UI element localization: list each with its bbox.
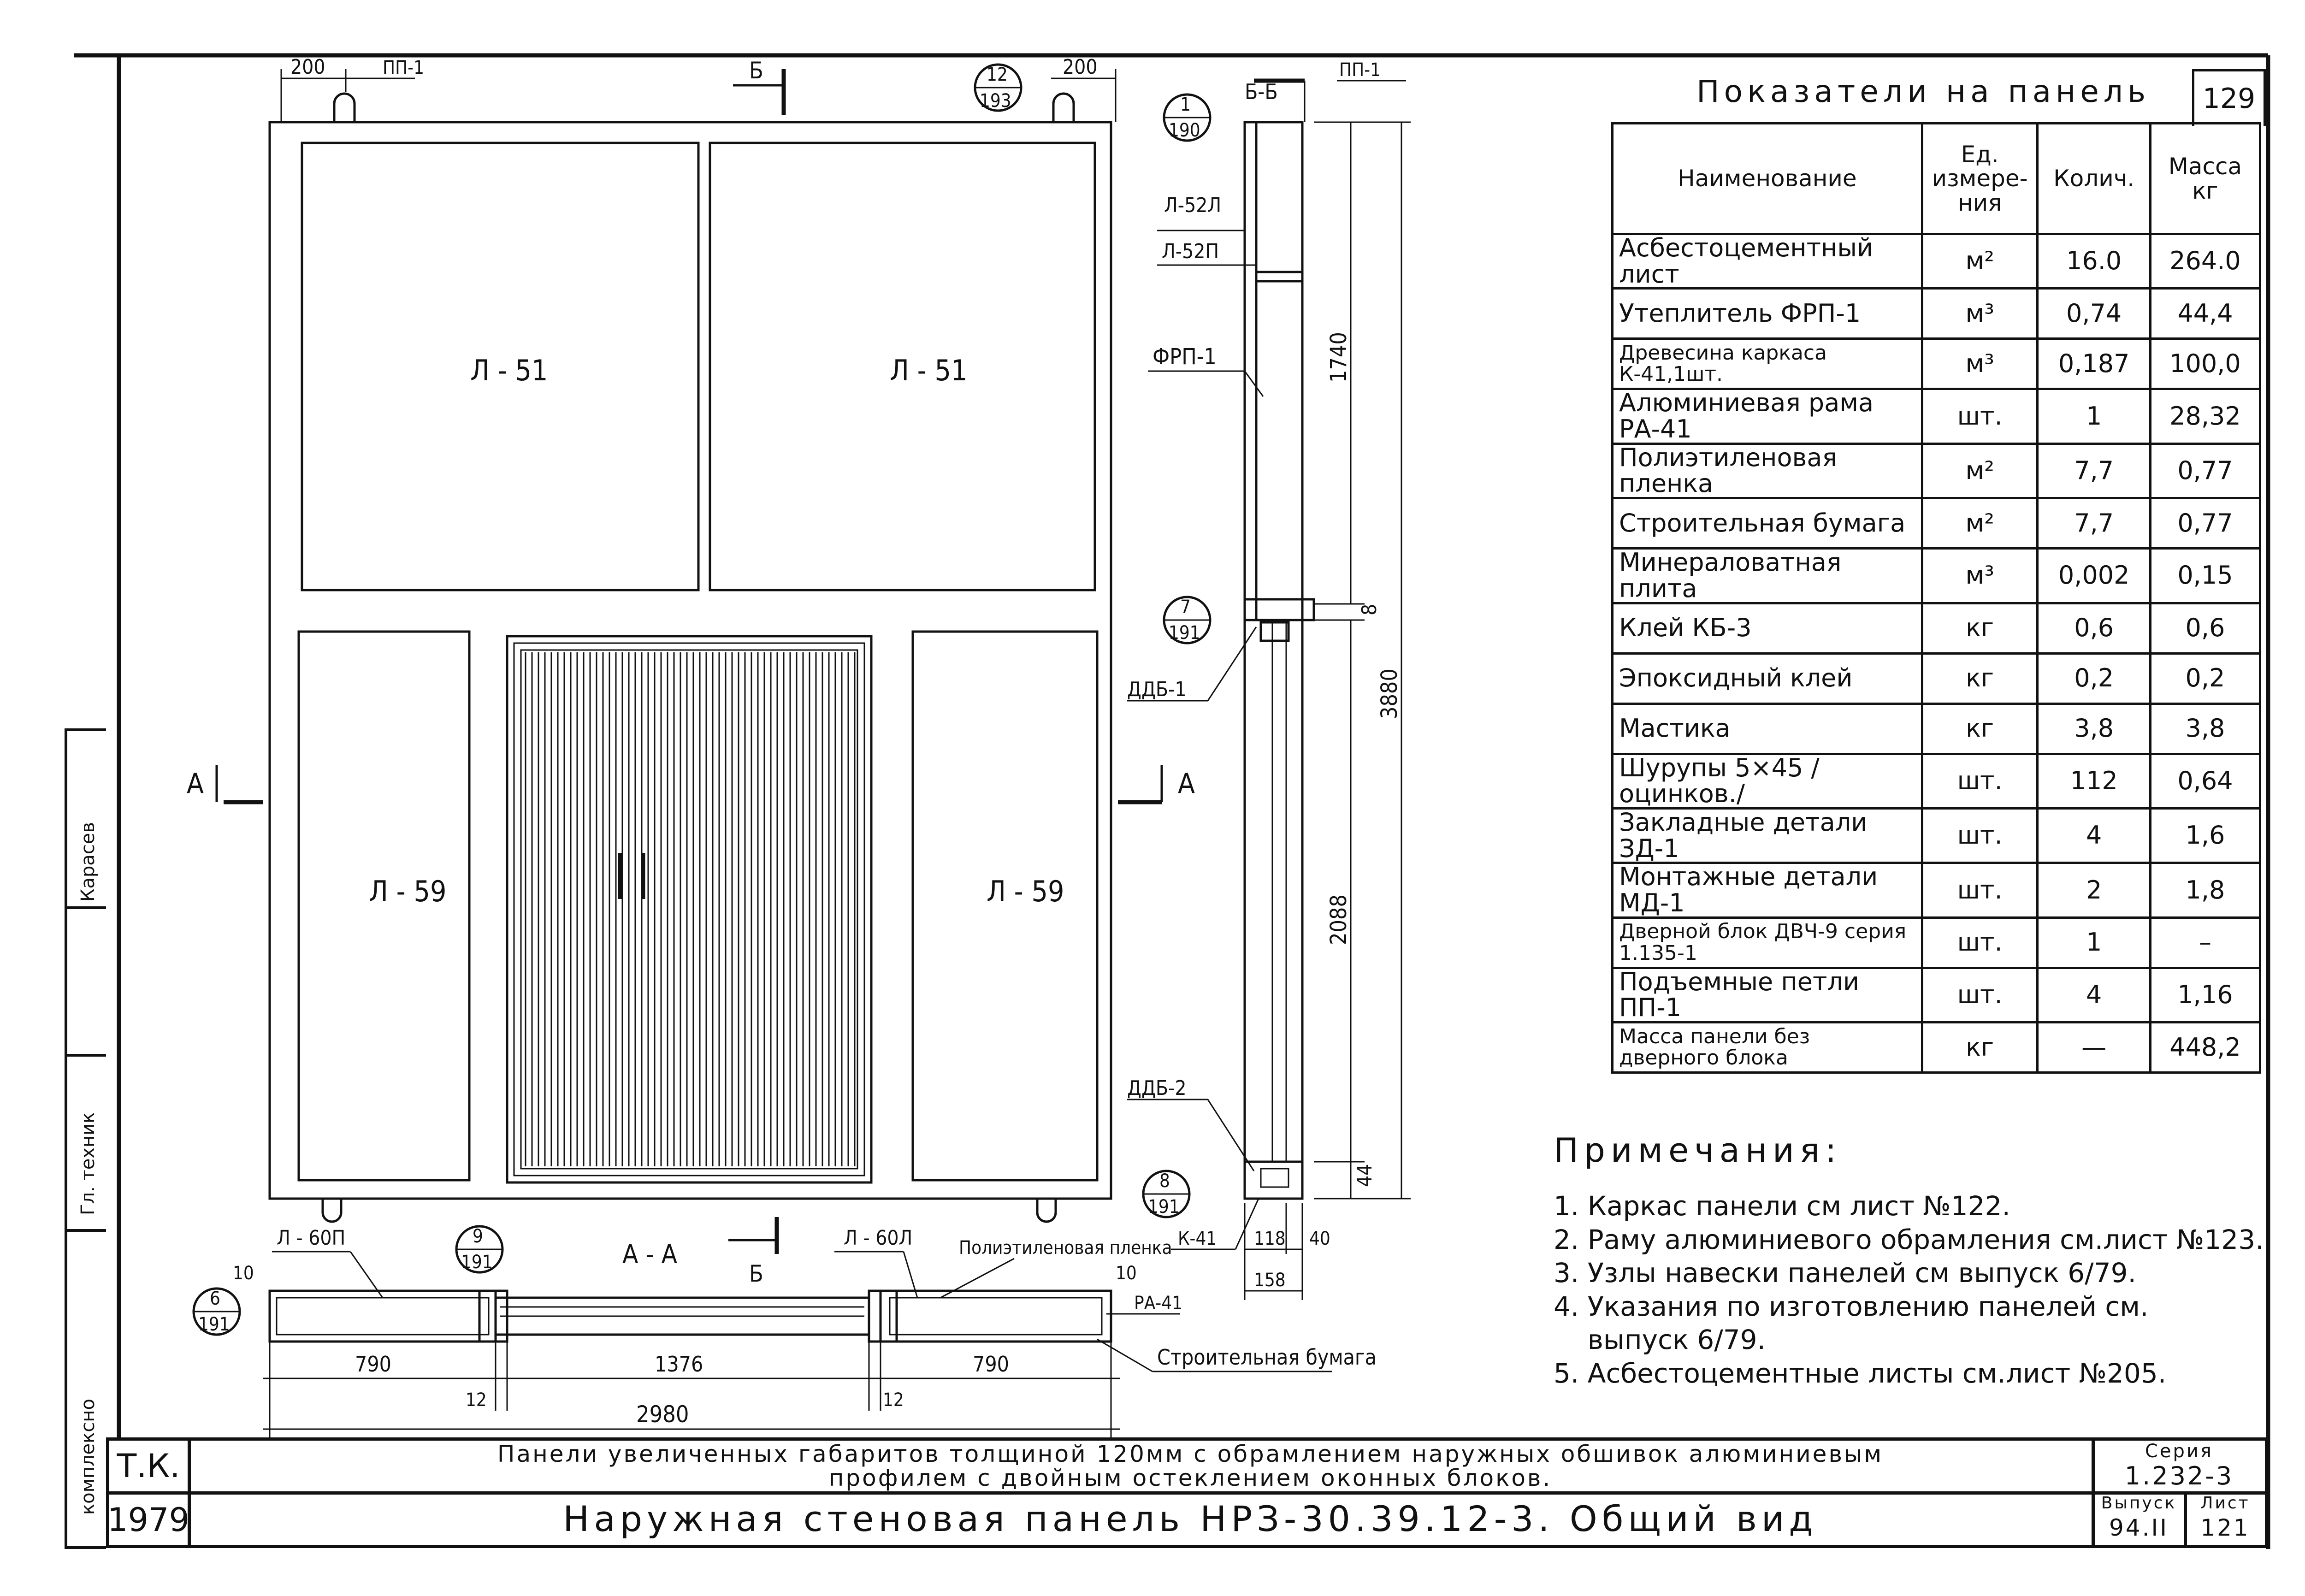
table-row <box>1613 603 2260 653</box>
cell-mass: 28,32 <box>2150 389 2260 443</box>
callout-6-num: 6 <box>210 1288 220 1309</box>
cell-mass: 0,64 <box>2150 754 2260 808</box>
cell-name: Мастика <box>1613 703 1922 754</box>
cell-qty: 0,74 <box>2038 289 2150 339</box>
note-4-cont: выпуск 6/79. <box>1554 1324 1766 1355</box>
cell-unit: м² <box>1922 234 2038 289</box>
plan-label-paper: Строительная бумага <box>1157 1345 1377 1370</box>
cell-name: Строительная бумага <box>1613 498 1922 549</box>
section-aa-title: А - А <box>622 1240 678 1270</box>
cell-qty: 4 <box>2038 968 2150 1022</box>
cell-qty: 0,002 <box>2038 549 2150 603</box>
table-row <box>1613 339 2260 389</box>
plan-label-ra41: РА-41 <box>1134 1293 1183 1314</box>
plan-dim-12-right: 12 <box>883 1389 904 1411</box>
cell-name: Древесина каркаса К-41,1шт. <box>1613 339 1922 389</box>
table-row <box>1613 703 2260 754</box>
table-row <box>1613 289 2260 339</box>
note-4: 4. Указания по изготовлению панелей см. <box>1554 1290 2149 1322</box>
cell-mass: 3,8 <box>2150 703 2260 754</box>
stamp-org: Т.К. <box>117 1447 180 1485</box>
cell-qty: 0,187 <box>2038 339 2150 389</box>
dim-200-left: 200 <box>290 55 325 79</box>
plan-dim-10-right: 10 <box>1116 1263 1137 1284</box>
stamp-issue: 94.II <box>2109 1514 2169 1541</box>
header-unit: Ед. измере-ния <box>1922 124 2038 234</box>
side-strip-techlead: Гл. техник <box>77 1112 99 1215</box>
cell-qty: 16.0 <box>2038 234 2150 289</box>
side-label-l52p: Л-52П <box>1162 240 1219 263</box>
section-mark-bb: Б-Б <box>1245 79 1278 104</box>
table-row <box>1613 968 2260 1022</box>
cell-mass: 100,0 <box>2150 339 2260 389</box>
cell-qty: 0,2 <box>2038 653 2150 703</box>
callout-1-den: 190 <box>1169 120 1200 141</box>
stamp-desc-1: Панели увеличенных габаритов толщиной 120мм с обрамлением наружных обшивок алюминиевым <box>497 1441 1884 1467</box>
side-label-ddb1: ДДБ-1 <box>1127 678 1187 701</box>
cell-mass: 1,6 <box>2150 808 2260 863</box>
plan-label-l60l: Л - 60Л <box>844 1226 913 1250</box>
callout-8-den: 191 <box>1148 1196 1180 1218</box>
loop-label-left: ПП-1 <box>383 57 425 78</box>
dim-200-right: 200 <box>1063 55 1098 79</box>
stamp-series: 1.232-3 <box>2124 1461 2234 1490</box>
cell-qty: 0,6 <box>2038 603 2150 653</box>
label-l51-right: Л - 51 <box>890 354 968 387</box>
cell-unit: кг <box>1922 603 2038 653</box>
cell-mass: 44,4 <box>2150 289 2260 339</box>
plan-dim-12-left: 12 <box>466 1389 487 1411</box>
cell-qty: 7,7 <box>2038 443 2150 498</box>
cell-unit: м³ <box>1922 289 2038 339</box>
side-label-l52l: Л-52Л <box>1164 194 1222 217</box>
section-mark-b-bottom: Б <box>749 1260 763 1287</box>
dim-158: 158 <box>1254 1270 1286 1291</box>
plan-label-l60p: Л - 60П <box>277 1226 346 1250</box>
note-2: 2. Раму алюминиевого обрамления см.лист №123. <box>1554 1224 2264 1255</box>
stamp-year: 1979 <box>107 1501 190 1539</box>
cell-unit: кг <box>1922 653 2038 703</box>
plan-dim-2980: 2980 <box>636 1401 689 1428</box>
cell-mass: – <box>2150 917 2260 968</box>
side-strip-carasev: Карасев <box>77 822 99 902</box>
dim-3880: 3880 <box>1377 668 1402 719</box>
cell-name: Утеплитель ФРП-1 <box>1613 289 1922 339</box>
cell-name: Эпоксидный клей <box>1613 653 1922 703</box>
cell-name: Масса панели без дверного блока <box>1613 1023 1922 1073</box>
cell-unit: м³ <box>1922 549 2038 603</box>
cell-unit: м² <box>1922 443 2038 498</box>
table-row <box>1613 808 2260 863</box>
plan-dim-790-left: 790 <box>355 1352 391 1377</box>
cell-name: Подъемные петли ПП-1 <box>1613 968 1922 1022</box>
side-label-ddb2: ДДБ-2 <box>1127 1076 1187 1100</box>
cell-mass: 0,77 <box>2150 443 2260 498</box>
section-mark-a-right: А <box>1178 768 1195 800</box>
header-qty: Колич. <box>2038 124 2150 234</box>
cell-unit: шт. <box>1922 968 2038 1022</box>
notes <box>1554 1129 2264 1390</box>
cell-mass: 0,77 <box>2150 498 2260 549</box>
dim-44: 44 <box>1353 1164 1377 1187</box>
dim-118: 118 <box>1254 1228 1286 1249</box>
cell-unit: кг <box>1922 703 2038 754</box>
cell-qty: 112 <box>2038 754 2150 808</box>
cell-qty: 1 <box>2038 389 2150 443</box>
table-sheet-number: 129 <box>2192 69 2266 126</box>
section-mark-a-left: А <box>187 768 204 800</box>
cell-qty: 4 <box>2038 808 2150 863</box>
plan-label-polyethylene: Полиэтиленовая пленка <box>959 1237 1172 1259</box>
dim-1740: 1740 <box>1326 332 1352 383</box>
cell-qty: 7,7 <box>2038 498 2150 549</box>
cell-name: Алюминиевая рама РА-41 <box>1613 389 1922 443</box>
indicators-table <box>1611 122 2261 1074</box>
cell-name: Шурупы 5×45 /оцинков./ <box>1613 754 1922 808</box>
dim-2088: 2088 <box>1326 894 1352 945</box>
side-label-k41: К-41 <box>1178 1228 1217 1249</box>
plan-dim-10-left: 10 <box>233 1263 254 1284</box>
callout-1-num: 1 <box>1180 94 1191 115</box>
callout-12-num: 12 <box>987 64 1008 85</box>
cell-mass: 448,2 <box>2150 1023 2260 1073</box>
cell-mass: 0,2 <box>2150 653 2260 703</box>
table-title: Показатели на панель <box>1696 74 2150 109</box>
callout-7-den: 191 <box>1169 622 1200 644</box>
stamp-title: Наружная стеновая панель НРЗ-30.39.12-3. Общий вид <box>563 1498 1818 1539</box>
note-5: 5. Асбестоцементные листы см.лист №205. <box>1554 1357 2167 1389</box>
table-row <box>1613 754 2260 808</box>
cell-name: Клей КБ-3 <box>1613 603 1922 653</box>
plan-dim-790-right: 790 <box>973 1352 1009 1377</box>
cell-unit: шт. <box>1922 917 2038 968</box>
header-mass: Масса кг <box>2150 124 2260 234</box>
cell-qty: 2 <box>2038 863 2150 917</box>
plan-dim-1376: 1376 <box>655 1352 703 1377</box>
cell-unit: шт. <box>1922 863 2038 917</box>
cell-name: Асбестоцементный лист <box>1613 234 1922 289</box>
cell-name: Монтажные детали МД-1 <box>1613 863 1922 917</box>
cell-name: Закладные детали ЗД-1 <box>1613 808 1922 863</box>
cell-unit: шт. <box>1922 808 2038 863</box>
cell-unit: шт. <box>1922 389 2038 443</box>
table-row <box>1613 1023 2260 1073</box>
label-l59-right: Л - 59 <box>987 875 1064 908</box>
callout-7-num: 7 <box>1180 597 1191 618</box>
table-header-row <box>1613 124 2260 234</box>
cell-mass: 264.0 <box>2150 234 2260 289</box>
table-row <box>1613 389 2260 443</box>
dim-8: 8 <box>1358 603 1381 615</box>
table-row <box>1613 443 2260 498</box>
stamp-series-label: Серия <box>2145 1441 2213 1462</box>
cell-qty: 3,8 <box>2038 703 2150 754</box>
section-bb <box>1245 122 1314 1199</box>
callout-9-den: 191 <box>461 1252 493 1273</box>
panel-outline <box>270 122 1111 1199</box>
section-aa <box>270 1291 1111 1342</box>
cell-mass: 0,15 <box>2150 549 2260 603</box>
side-label-pp1: ПП-1 <box>1339 59 1381 81</box>
side-strip-complex: комплексно <box>77 1399 99 1515</box>
cell-unit: м² <box>1922 498 2038 549</box>
cell-name: Полиэтиленовая пленка <box>1613 443 1922 498</box>
side-label-frp1: ФРП-1 <box>1152 344 1217 370</box>
table-row <box>1613 653 2260 703</box>
stamp-sheet-label: Лист <box>2200 1494 2250 1513</box>
title-block <box>106 1437 2268 1548</box>
cell-unit: м³ <box>1922 339 2038 389</box>
table-row <box>1613 863 2260 917</box>
cell-unit: кг <box>1922 1023 2038 1073</box>
notes-title: Примечания: <box>1554 1131 1842 1170</box>
cell-unit: шт. <box>1922 754 2038 808</box>
label-l59-left: Л - 59 <box>369 875 447 908</box>
stamp-issue-label: Выпуск <box>2101 1494 2177 1513</box>
stamp-desc-2: профилем с двойным остеклением оконных блоков. <box>828 1465 1552 1491</box>
table-row <box>1613 549 2260 603</box>
callout-9-num: 9 <box>473 1226 483 1247</box>
note-3: 3. Узлы навески панелей см выпуск 6/79. <box>1554 1257 2136 1289</box>
door-block <box>507 636 871 1182</box>
cell-mass: 0,6 <box>2150 603 2260 653</box>
callout-12-den: 193 <box>980 90 1011 112</box>
table-row <box>1613 917 2260 968</box>
header-name: Наименование <box>1613 124 1922 234</box>
stamp-sheet: 121 <box>2200 1514 2250 1541</box>
cell-qty: — <box>2038 1023 2150 1073</box>
cell-mass: 1,16 <box>2150 968 2260 1022</box>
label-l51-left: Л - 51 <box>470 354 548 387</box>
cell-name: Минераловатная плита <box>1613 549 1922 603</box>
note-1: 1. Каркас панели см лист №122. <box>1554 1190 2010 1222</box>
dim-40: 40 <box>1309 1228 1330 1249</box>
table-row <box>1613 498 2260 549</box>
cell-mass: 1,8 <box>2150 863 2260 917</box>
cell-qty: 1 <box>2038 917 2150 968</box>
side-stamp-strip <box>65 728 106 1549</box>
cell-name: Дверной блок ДВЧ-9 серия 1.135-1 <box>1613 917 1922 968</box>
table-row <box>1613 234 2260 289</box>
section-mark-b-top: Б <box>749 57 763 84</box>
callout-8-num: 8 <box>1159 1170 1170 1192</box>
callout-6-den: 191 <box>198 1314 230 1335</box>
